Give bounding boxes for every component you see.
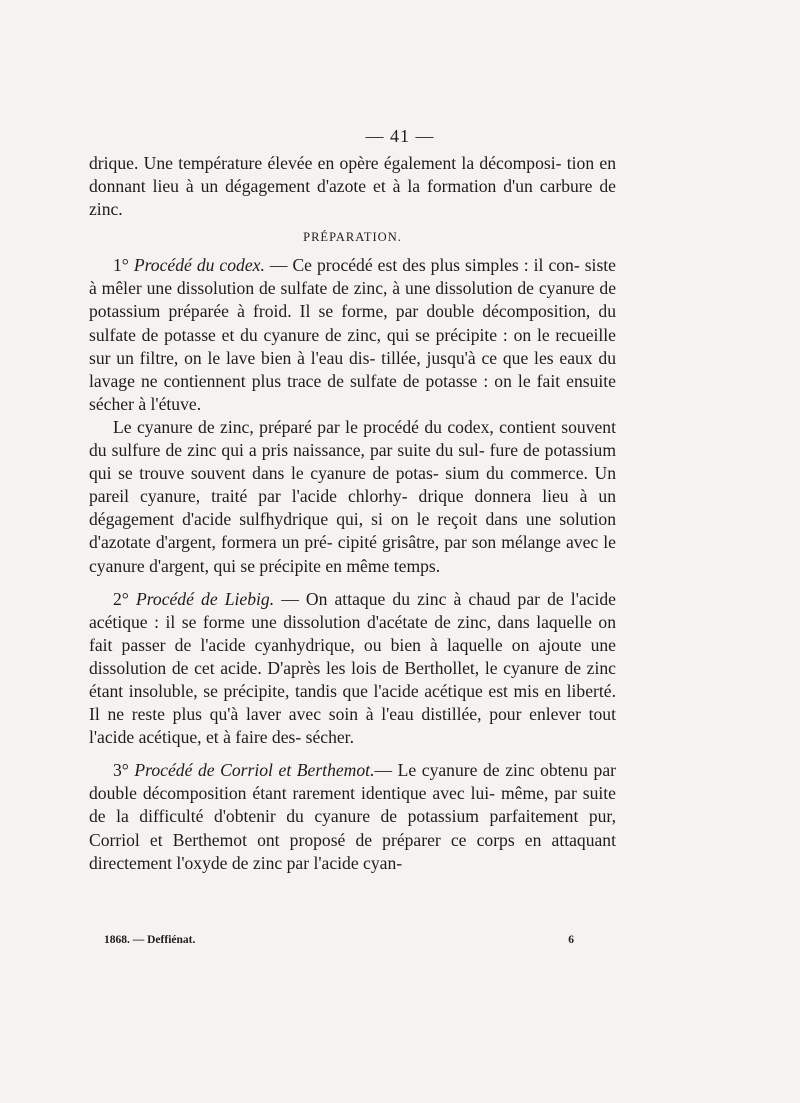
paragraph-continuation: drique. Une température élevée en opère également la décomposi- tion en donnant lieu à un dégagement d'azote et à la formation d'un carbure de zinc. bbox=[89, 153, 616, 220]
footer-signature: 1868. — Deffiénat. bbox=[104, 934, 196, 946]
paragraph-cyanure: Le cyanure de zinc, préparé par le procédé du codex, contient souvent du sulfure de zinc qui a pris naissance, par suite du sul- fure de potassium qui se trouve souvent dans le cyanure de potas- sium du commerce. Un pareil cyanure, traité par l'acide chlorhy- drique donnera lieu à un dégagement d'acide sulfhydrique qui, si on le reçoit dans une solution d'azotate d'argent, formera un pré- cipité grisâtre, par son mélange avec le cyanure d'argent, qui se précipite en même temps. bbox=[89, 416, 616, 576]
page-number: — 41 — bbox=[365, 126, 435, 146]
procedure-3-text: — Le cyanure de zinc obtenu par double décomposition étant rarement identique avec lui- même, par suite de la difficulté d'obtenir du cyanure de potassium parfaitement pur, Corriol et Berthemot ont proposé de préparer ce corps en attaquant directement l'oxyde de zinc par l'acide cyan- bbox=[89, 760, 616, 873]
section-heading: PRÉPARATION. bbox=[303, 230, 402, 245]
body-text bbox=[89, 152, 616, 875]
procedure-3-title: Procédé de Corriol et Berthemot. bbox=[134, 760, 375, 781]
paragraph-procedure-2 bbox=[89, 588, 616, 750]
paragraph-procedure-1 bbox=[89, 254, 616, 416]
procedure-3-number: 3° bbox=[113, 760, 129, 781]
footer-sheet-number: 6 bbox=[568, 934, 574, 946]
paragraph-procedure-3 bbox=[89, 759, 616, 874]
procedure-1-text: — Ce procédé est des plus simples : il con- siste à mêler une dissolution de sulfate de zinc, à une dissolution de cyanure de potassium préparée à froid. Il se forme, par double décomposition, du sulfate de potasse et du cyanure de zinc, qui se précipite : on le recueille sur un filtre, on le lave bien à l'eau dis- tillée, jusqu'à ce que les eaux du lavage ne contiennent plus trace de sulfate de potasse : on le fait ensuite sécher à l'étuve. bbox=[89, 255, 616, 414]
procedure-2-title: Procédé de Liebig. bbox=[135, 588, 275, 609]
page-footer bbox=[104, 934, 574, 946]
procedure-2-number: 2° bbox=[113, 588, 129, 609]
procedure-1-number: 1° bbox=[113, 255, 129, 276]
procedure-2-text: — On attaque du zinc à chaud par de l'acide acétique : il se forme une dissolution d'acétate de zinc, dans laquelle on fait passer de l'acide cyanhydrique, ou bien à laquelle on ajoute une dissolution de cet acide. D'après les lois de Berthollet, le cyanure de zinc étant insoluble, se précipite, tandis que l'acide acétique est mis en liberté. Il ne reste plus qu'à laver avec soin à l'eau distillée, pour enlever tout l'acide acétique, et à faire des- sécher. bbox=[89, 588, 616, 748]
procedure-1-title: Procédé du codex. bbox=[133, 255, 265, 276]
